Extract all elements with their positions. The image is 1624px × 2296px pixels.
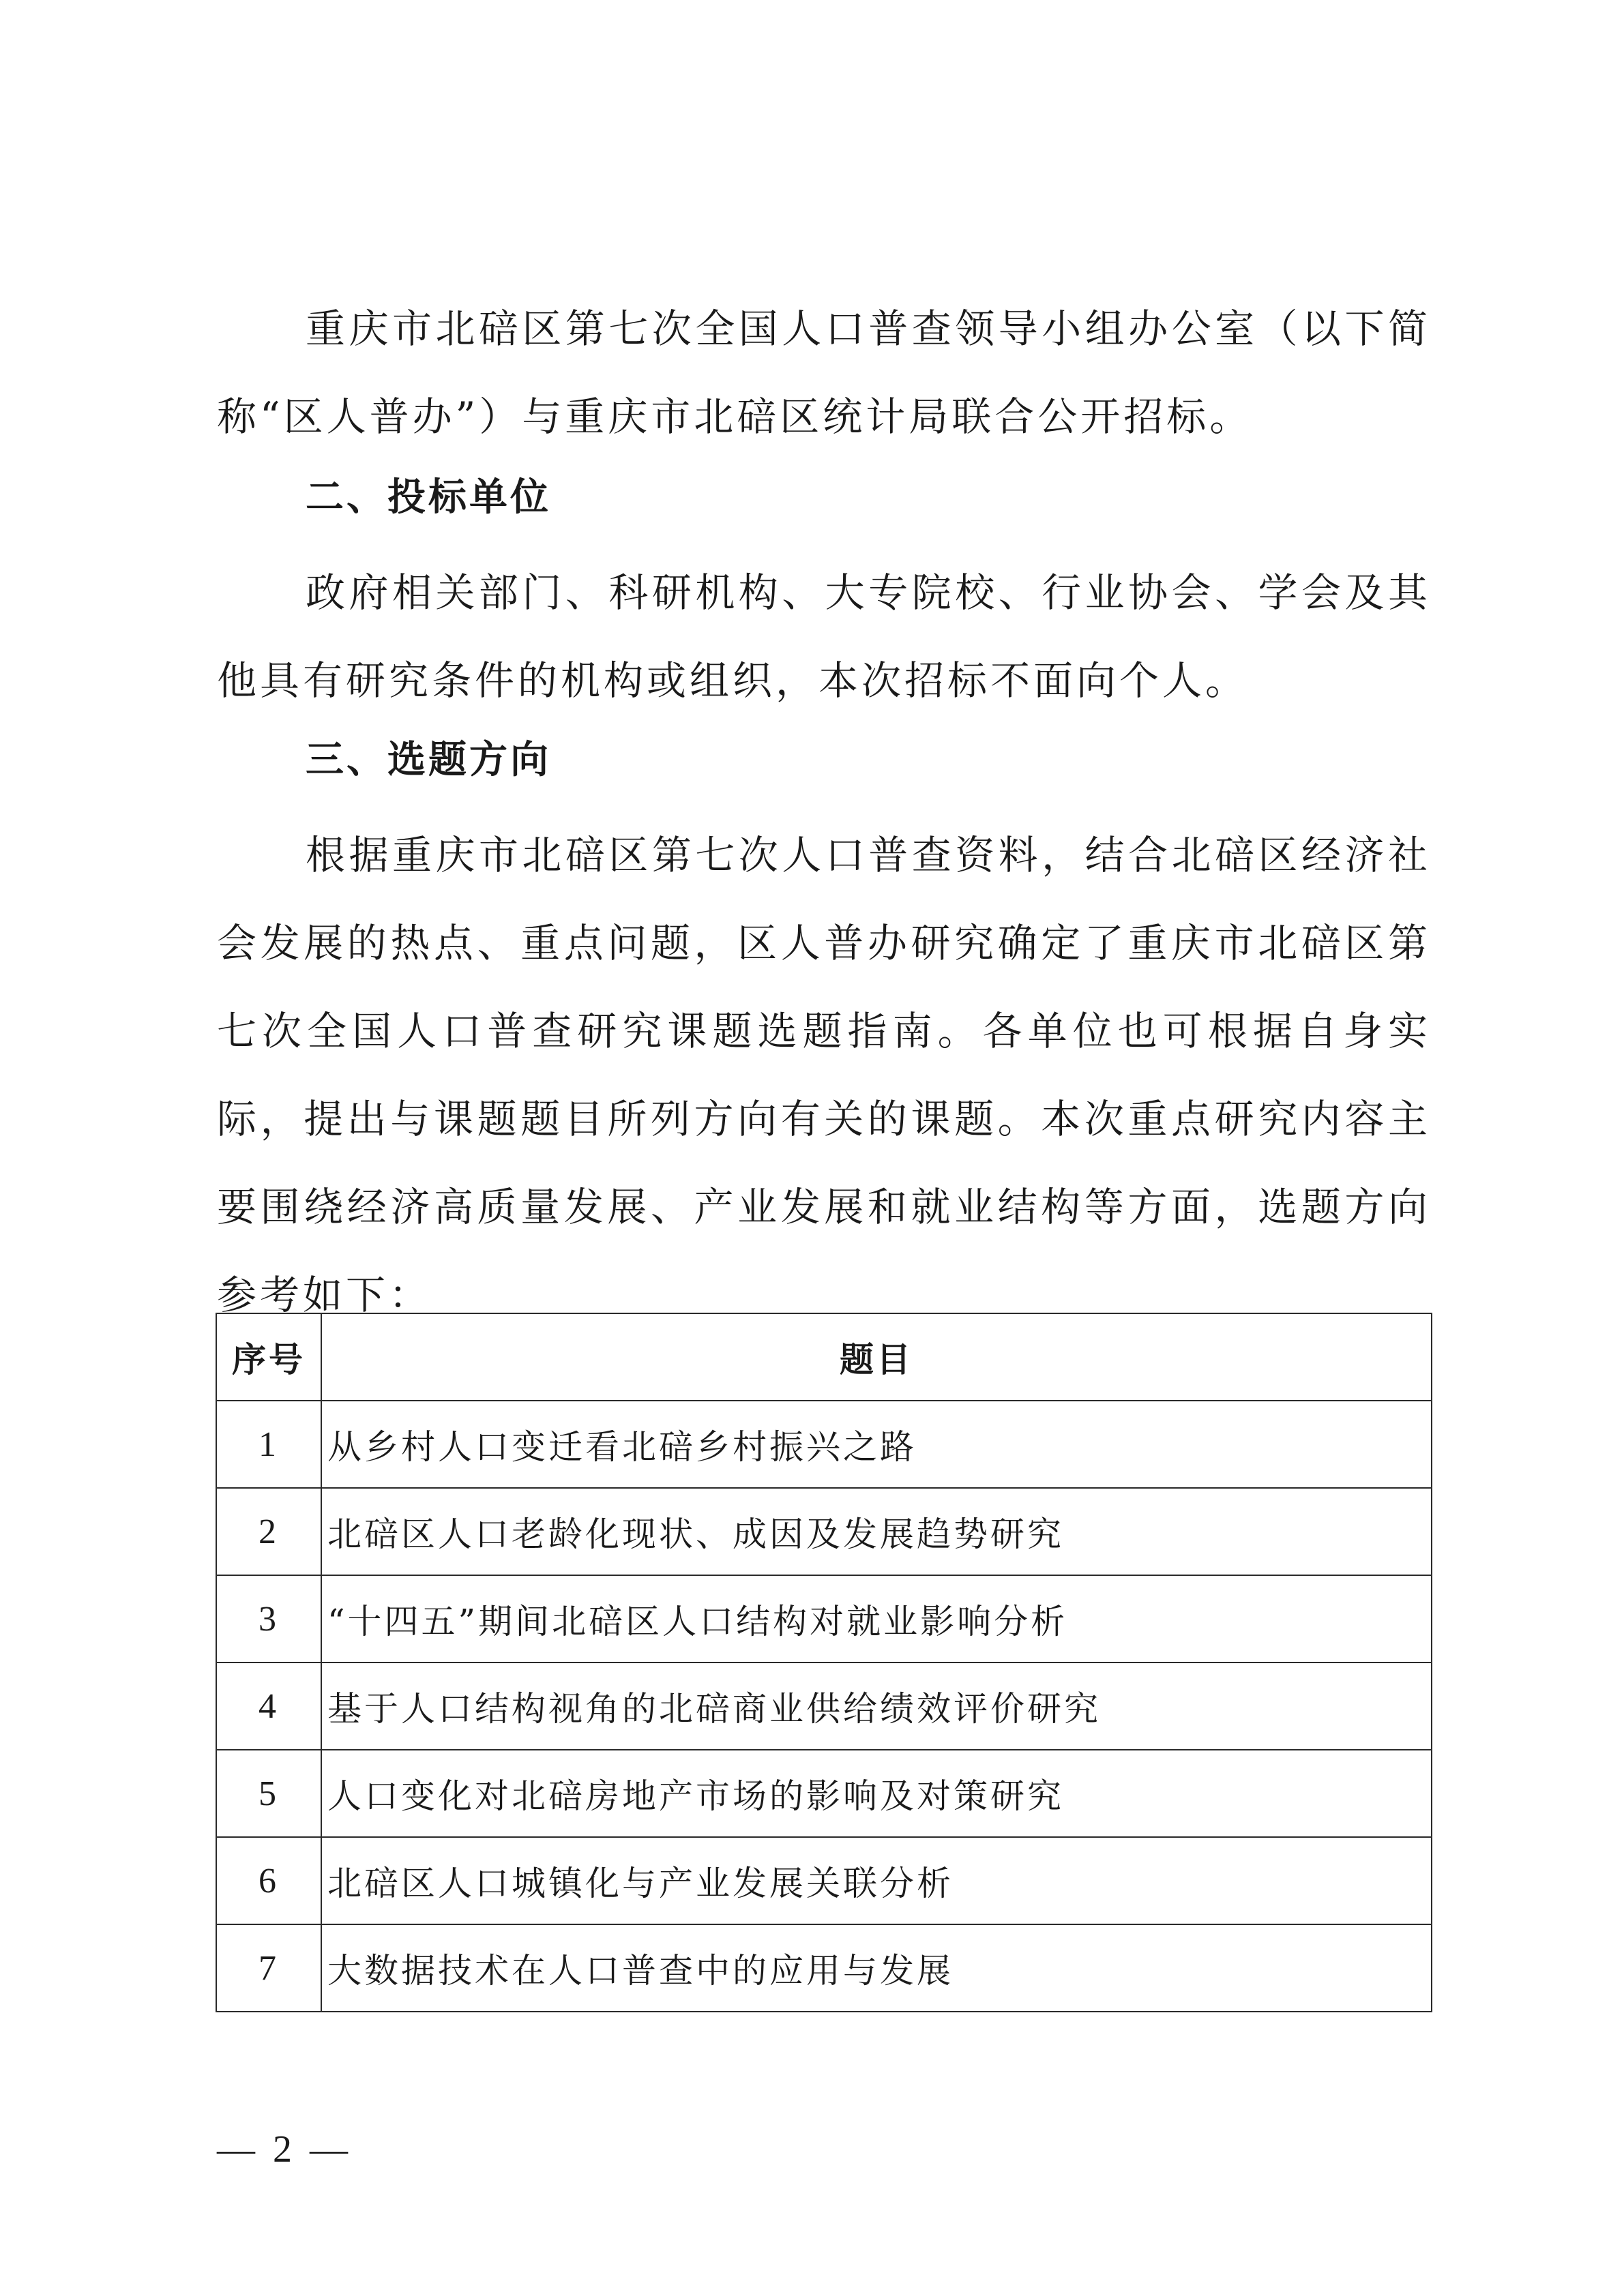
topics-table [216,1313,1432,2012]
table-row [216,1488,1432,1575]
table-row [216,1924,1432,2012]
column-header-number: 序号 [216,1313,321,1401]
row-title: 北碚区人口老龄化现状、成因及发展趋势研究 [321,1488,1432,1575]
table-header-row [216,1313,1432,1401]
table-row [216,1837,1432,1924]
row-title: “十四五”期间北碚区人口结构对就业影响分析 [321,1575,1432,1663]
column-header-title: 题目 [321,1313,1432,1401]
row-title: 基于人口结构视角的北碚商业供给绩效评价研究 [321,1663,1432,1750]
intro-paragraph: 重庆市北碚区第七次全国人口普查领导小组办公室（以下简称“区人普办”）与重庆市北碚区统计局联合公开招标。 [217,305,1431,440]
row-number: 7 [216,1924,321,2012]
table-row [216,1663,1432,1750]
table-row [216,1750,1432,1837]
bidders-paragraph: 政府相关部门、科研机构、大专院校、行业协会、学会及其他具有研究条件的机构或组织，本次招标不面向个人。 [217,569,1431,704]
section-heading-topics: 三、选题方向 [306,738,551,782]
row-title: 北碚区人口城镇化与产业发展关联分析 [321,1837,1432,1924]
row-number: 3 [216,1575,321,1663]
row-title: 大数据技术在人口普查中的应用与发展 [321,1924,1432,2012]
row-number: 6 [216,1837,321,1924]
row-title: 人口变化对北碚房地产市场的影响及对策研究 [321,1750,1432,1837]
topics-paragraph: 根据重庆市北碚区第七次人口普查资料，结合北碚区经济社会发展的热点、重点问题，区人普办研究确定了重庆市北碚区第七次全国人口普查研究课题选题指南。各单位也可根据自身实际，提出与课题题目所列方向有关的课题。本次重点研究内容主要围绕经济高质量发展、产业发展和就业结构等方面，选题方向参考如下： [217,832,1431,1318]
row-number: 5 [216,1750,321,1837]
page-number: — 2 — [217,2128,352,2171]
row-number: 2 [216,1488,321,1575]
table-row [216,1401,1432,1488]
row-number: 1 [216,1401,321,1488]
row-title: 从乡村人口变迁看北碚乡村振兴之路 [321,1401,1432,1488]
row-number: 4 [216,1663,321,1750]
section-heading-bidders: 二、投标单位 [306,475,551,520]
table-row [216,1575,1432,1663]
